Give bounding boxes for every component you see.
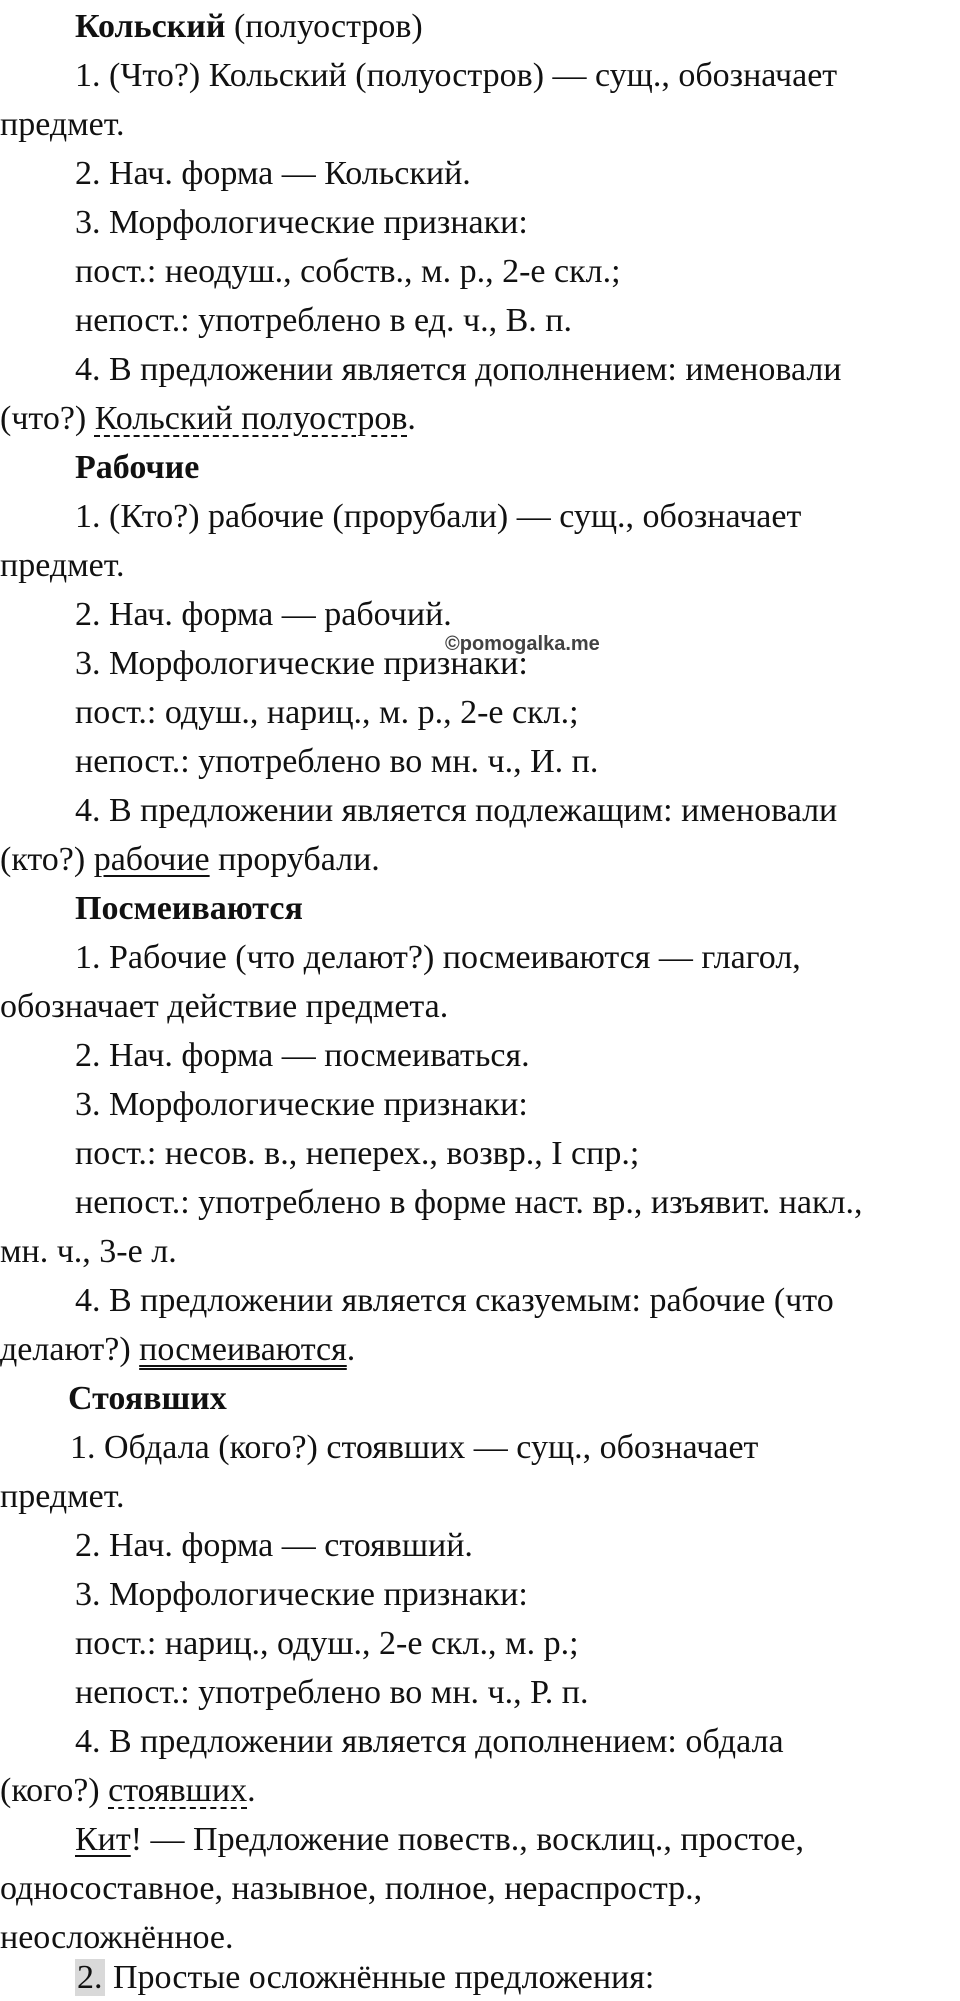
text-fragment: . [247,1772,256,1809]
entry-title: Кольский [75,8,226,45]
text-line: неосложнённое. [0,1919,234,1956]
text-line [0,396,416,442]
text-fragment: ! — Предложение повеств., восклиц., простое, [130,1821,804,1858]
text-line: 2. Нач. форма — рабочий. [75,596,452,633]
text-line: 1. Рабочие (что делают?) посмеиваются — глагол, [75,939,801,976]
entry-title-text: Стоявших [68,1380,227,1417]
text-line: 2. Нач. форма — посмеиваться. [75,1037,530,1074]
text-line [75,1817,804,1863]
text-line: непост.: употреблено в ед. ч., В. п. [75,302,572,339]
text-line: пост.: нариц., одуш., 2-е скл., м. р.; [75,1625,579,1662]
text-line: предмет. [0,547,125,584]
text-fragment: прорубали. [209,841,380,878]
text-line: непост.: употреблено в форме наст. вр., изъявит. накл., [75,1184,863,1221]
text-line: предмет. [0,106,125,143]
text-line: 3. Морфологические признаки: [75,1576,528,1613]
text-line: непост.: употреблено во мн. ч., Р. п. [75,1674,589,1711]
entry-title-rest: (полуостров) [225,8,423,45]
text-line: 4. В предложении является дополнением: обдала [75,1723,784,1760]
text-line: 3. Морфологические признаки: [75,645,528,682]
entry-title-text: Рабочие [75,449,200,486]
text-line: пост.: одуш., нариц., м. р., 2-е скл.; [75,694,579,731]
text-line: пост.: несов. в., неперех., возвр., I спр.; [75,1135,640,1172]
object-word: стоявших [108,1772,248,1809]
text-line [0,837,380,883]
text-line: 3. Морфологические признаки: [75,1086,528,1123]
predicate-word: посмеиваются [139,1331,347,1368]
subject-word: рабочие [93,841,210,878]
text-line [0,1768,256,1814]
text-line: 4. В предложении является дополнением: именовали [75,351,842,388]
object-word: Кольский полуостров [94,400,408,437]
section-number: 2. [77,1959,103,1996]
watermark: ©pomogalka.me [445,633,600,655]
text-line: 1. Обдала (кого?) стоявших — сущ., обозначает [70,1429,759,1466]
text-line: обозначает действие предмета. [0,988,449,1025]
text-line: 1. (Кто?) рабочие (прорубали) — сущ., обозначает [75,498,802,535]
text-line: 2. Нач. форма — Кольский. [75,155,471,192]
text-fragment: (кого?) [0,1772,109,1809]
entry-title-text: Посмеиваются [75,890,303,927]
subject-word: Кит [75,1821,131,1858]
text-fragment: . [346,1331,356,1368]
text-line: 3. Морфологические признаки: [75,204,528,241]
text-line: 2. Нач. форма — стоявший. [75,1527,473,1564]
text-fragment: (что?) [0,400,95,437]
text-line [0,1327,355,1373]
text-line: 4. В предложении является подлежащим: именовали [75,792,838,829]
text-line: мн. ч., 3-е л. [0,1233,177,1270]
entry-title [75,445,199,491]
text-line: предмет. [0,1478,125,1515]
text-fragment: делают?) [0,1331,140,1368]
text-fragment: (кто?) [0,841,94,878]
section-title: Простые осложнённые предложения: [104,1959,655,1996]
text-line: односоставное, назывное, полное, нераспростр., [0,1870,703,1907]
text-line: 4. В предложении является сказуемым: рабочие (что [75,1282,834,1319]
entry-title [68,1376,227,1422]
entry-title-line [75,4,423,50]
text-line: пост.: неодуш., собств., м. р., 2-е скл.; [75,253,621,290]
text-line: непост.: употреблено во мн. ч., И. п. [75,743,599,780]
section-heading [75,1955,654,2001]
entry-title [75,886,303,932]
text-fragment: . [407,400,416,437]
text-line: 1. (Что?) Кольский (полуостров) — сущ., обозначает [75,57,838,94]
